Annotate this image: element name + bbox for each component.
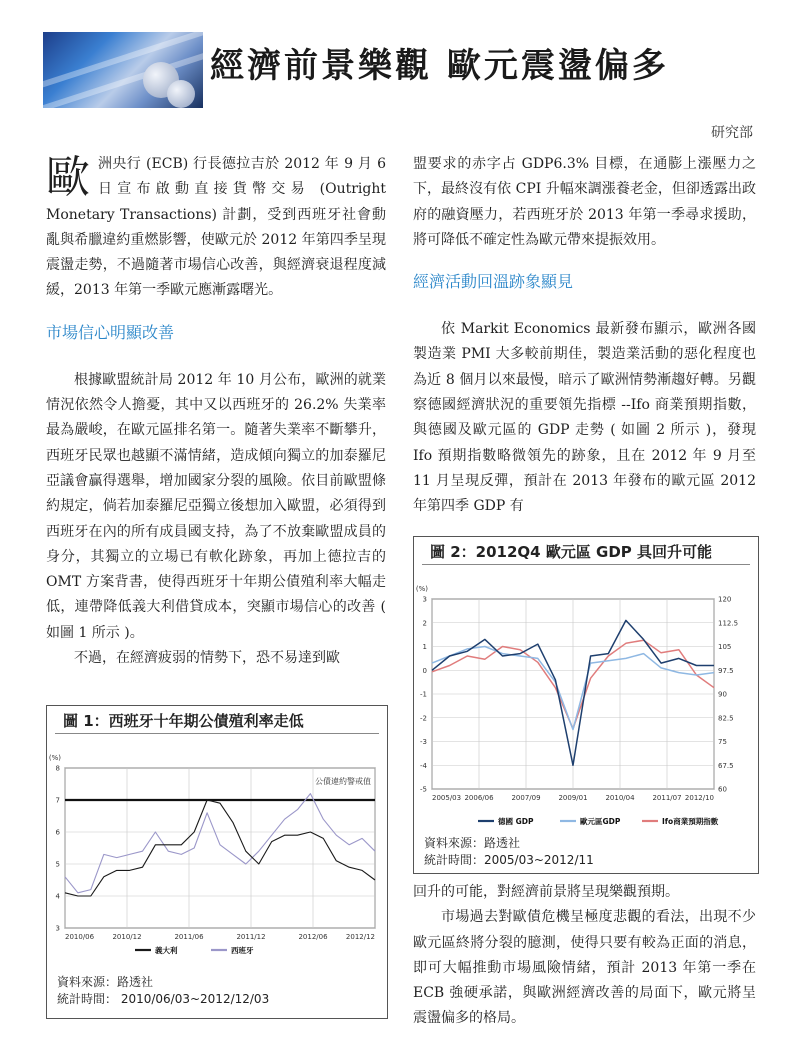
chart-1 xyxy=(47,734,387,970)
section-heading-confidence: 市場信心明顯改善 xyxy=(46,322,175,342)
right-column-top xyxy=(413,152,756,520)
right-column-bottom xyxy=(413,880,756,1032)
body-paragraph: 市場過去對歐債危機呈極度悲觀的看法，出現不少歐元區終將分裂的臆測，使得只要有較為正面的消息，即可大幅推動市場風險情緒，預計 2013 年第一季在 ECB 強硬承諾，與歐洲經濟改善的局面下，歐元將呈震盪偏多的格局。 xyxy=(413,909,756,1027)
legend-label: 德國 GDP xyxy=(498,817,534,826)
legend-label: 義大利 xyxy=(155,946,178,955)
y-axis-unit: (%) xyxy=(415,585,428,593)
x-tick-label: 2010/04 xyxy=(605,794,635,802)
body-paragraph: 盟要求的赤字占 GDP6.3% 目標，在通膨上漲壓力之下，最終沒有依 CPI 升幅來調漲養老金，但卻透露出政府的融資壓力，若西班牙於 2013 年第一季尋求援助，將可降低不確定性為歐元帶來提振效用。 xyxy=(413,156,756,248)
section-heading-economy: 經濟活動回溫跡象顯見 xyxy=(413,272,574,292)
y2-tick-label: 90 xyxy=(718,690,727,699)
y-tick-label: 2 xyxy=(422,619,427,628)
y2-tick-label: 60 xyxy=(718,785,727,794)
y2-tick-label: 67.5 xyxy=(718,761,734,770)
y-tick-label: -2 xyxy=(420,714,427,723)
y2-tick-label: 82.5 xyxy=(718,714,734,723)
x-tick-label: 2010/12 xyxy=(112,933,142,941)
legend-label: 歐元區GDP xyxy=(580,817,621,826)
x-tick-label: 2006/06 xyxy=(464,794,494,802)
y-tick-label: 1 xyxy=(422,643,427,651)
x-tick-label: 2010/06 xyxy=(65,933,95,941)
x-tick-label: 2012/06 xyxy=(298,933,328,941)
series-line xyxy=(65,794,375,893)
y2-tick-label: 112.5 xyxy=(718,619,739,628)
y-tick-label: -4 xyxy=(420,761,427,770)
x-tick-label: 2011/07 xyxy=(652,794,682,802)
y-tick-label: 4 xyxy=(55,892,60,901)
x-tick-label: 2011/12 xyxy=(236,933,266,941)
x-tick-label: 2009/01 xyxy=(558,794,588,802)
y-tick-label: -5 xyxy=(420,785,427,794)
chart-2 xyxy=(414,565,758,831)
y-tick-label: 7 xyxy=(55,796,60,805)
y2-tick-label: 120 xyxy=(718,595,732,604)
page-title: 經濟前景樂觀 歐元震盪偏多 xyxy=(210,46,669,86)
legend-label: Ifo商業預期指數 xyxy=(662,817,719,826)
x-tick-label: 2007/09 xyxy=(511,794,541,802)
figure-2 xyxy=(413,536,759,874)
x-tick-label: 2005/03 xyxy=(432,794,462,802)
y-tick-label: 0 xyxy=(422,666,427,675)
figure-1-source: 資料來源：路透社 xyxy=(57,975,154,989)
figure-1-title: 圖 1：西班牙十年期公債殖利率走低 xyxy=(55,706,379,734)
y-tick-label: 5 xyxy=(55,860,60,869)
byline: 研究部 xyxy=(711,125,753,141)
y-tick-label: -3 xyxy=(420,738,427,746)
y-tick-label: 6 xyxy=(55,828,60,837)
series-line xyxy=(65,800,375,896)
left-column xyxy=(46,152,386,671)
y2-tick-label: 105 xyxy=(718,643,732,651)
body-paragraph: 根據歐盟統計局 2012 年 10 月公布，歐洲的就業情況依然令人擔憂，其中又以西班牙的 26.2% 失業率最為嚴峻，在歐元區排名第一。隨著失業率不斷攀升，西班牙民眾也越顯不滿情緒，造成傾向獨立的加泰羅尼亞議會贏得選舉，增加國家分裂的風險。依目前歐盟條約規定，倘若加泰羅尼亞獨立後想加入歐盟，必須得到西班牙在內的所有成員國支持，為了不放棄歐盟成員的身分，其獨立的立場已有軟化跡象，再加上德拉吉的 OMT 方案背書，使得西班牙十年期公債殖利率大幅走低，連帶降低義大利借貸成本，突顯市場信心的改善 ( 如圖 1 所示 )。 xyxy=(46,371,386,641)
y2-tick-label: 75 xyxy=(718,738,727,746)
figure-2-period: 統計時間：2005/03~2012/11 xyxy=(424,853,594,867)
y-tick-label: 3 xyxy=(55,924,60,933)
figure-2-title: 圖 2：2012Q4 歐元區 GDP 具回升可能 xyxy=(422,537,750,565)
y-tick-label: 8 xyxy=(55,764,60,773)
figure-1-period: 統計時間： 2010/06/03~2012/12/03 xyxy=(57,992,270,1006)
legend-label: 西班牙 xyxy=(231,946,254,955)
intro-paragraph: 洲央行 (ECB) 行長德拉吉於 2012 年 9 月 6 日宣布啟動直接貨幣交易 (Outright Monetary Transactions) 計劃，受到西班牙社會動亂與希臘違約重燃影響，使歐元於 2012 年第四季呈現震盪走勢，不過隨著市場信心改善，與經濟衰退程度減緩，2013 年第一季歐元應漸露曙光。 xyxy=(46,156,386,299)
body-paragraph: 依 Markit Economics 最新發布顯示，歐洲各國製造業 PMI 大多較前期佳，製造業活動的惡化程度也為近 8 個月以來最慢，暗示了歐洲情勢漸趨好轉。另觀察德國經濟狀況的重要領先指標 --Ifo 商業預期指數，與德國及歐元區的 GDP 走勢 ( 如圖 2 所示 )，發現 Ifo 預期指數略微領先的跡象，且在 2012 年 9 月至 11 月呈現反彈，預計在 2013 年發布的歐元區 2012 年第四季 GDP 有 xyxy=(413,321,756,515)
figure-2-source: 資料來源：路透社 xyxy=(424,836,521,850)
y2-tick-label: 97.5 xyxy=(718,666,734,675)
x-tick-label: 2011/06 xyxy=(174,933,204,941)
x-tick-label: 2012/10 xyxy=(684,794,714,802)
header-image xyxy=(43,32,203,108)
body-paragraph: 回升的可能，對經濟前景將呈現樂觀預期。 xyxy=(413,884,679,900)
dropcap: 歐 xyxy=(46,152,90,203)
y-tick-label: -1 xyxy=(420,690,427,699)
y-axis-unit: (%) xyxy=(48,754,61,762)
y-tick-label: 3 xyxy=(422,595,427,604)
x-tick-label: 2012/12 xyxy=(345,933,375,941)
body-paragraph: 不過，在經濟疲弱的情勢下，恐不易達到歐 xyxy=(74,650,340,667)
figure-1 xyxy=(46,705,388,1019)
reference-line-label: 公債違約警戒值 xyxy=(315,777,371,786)
